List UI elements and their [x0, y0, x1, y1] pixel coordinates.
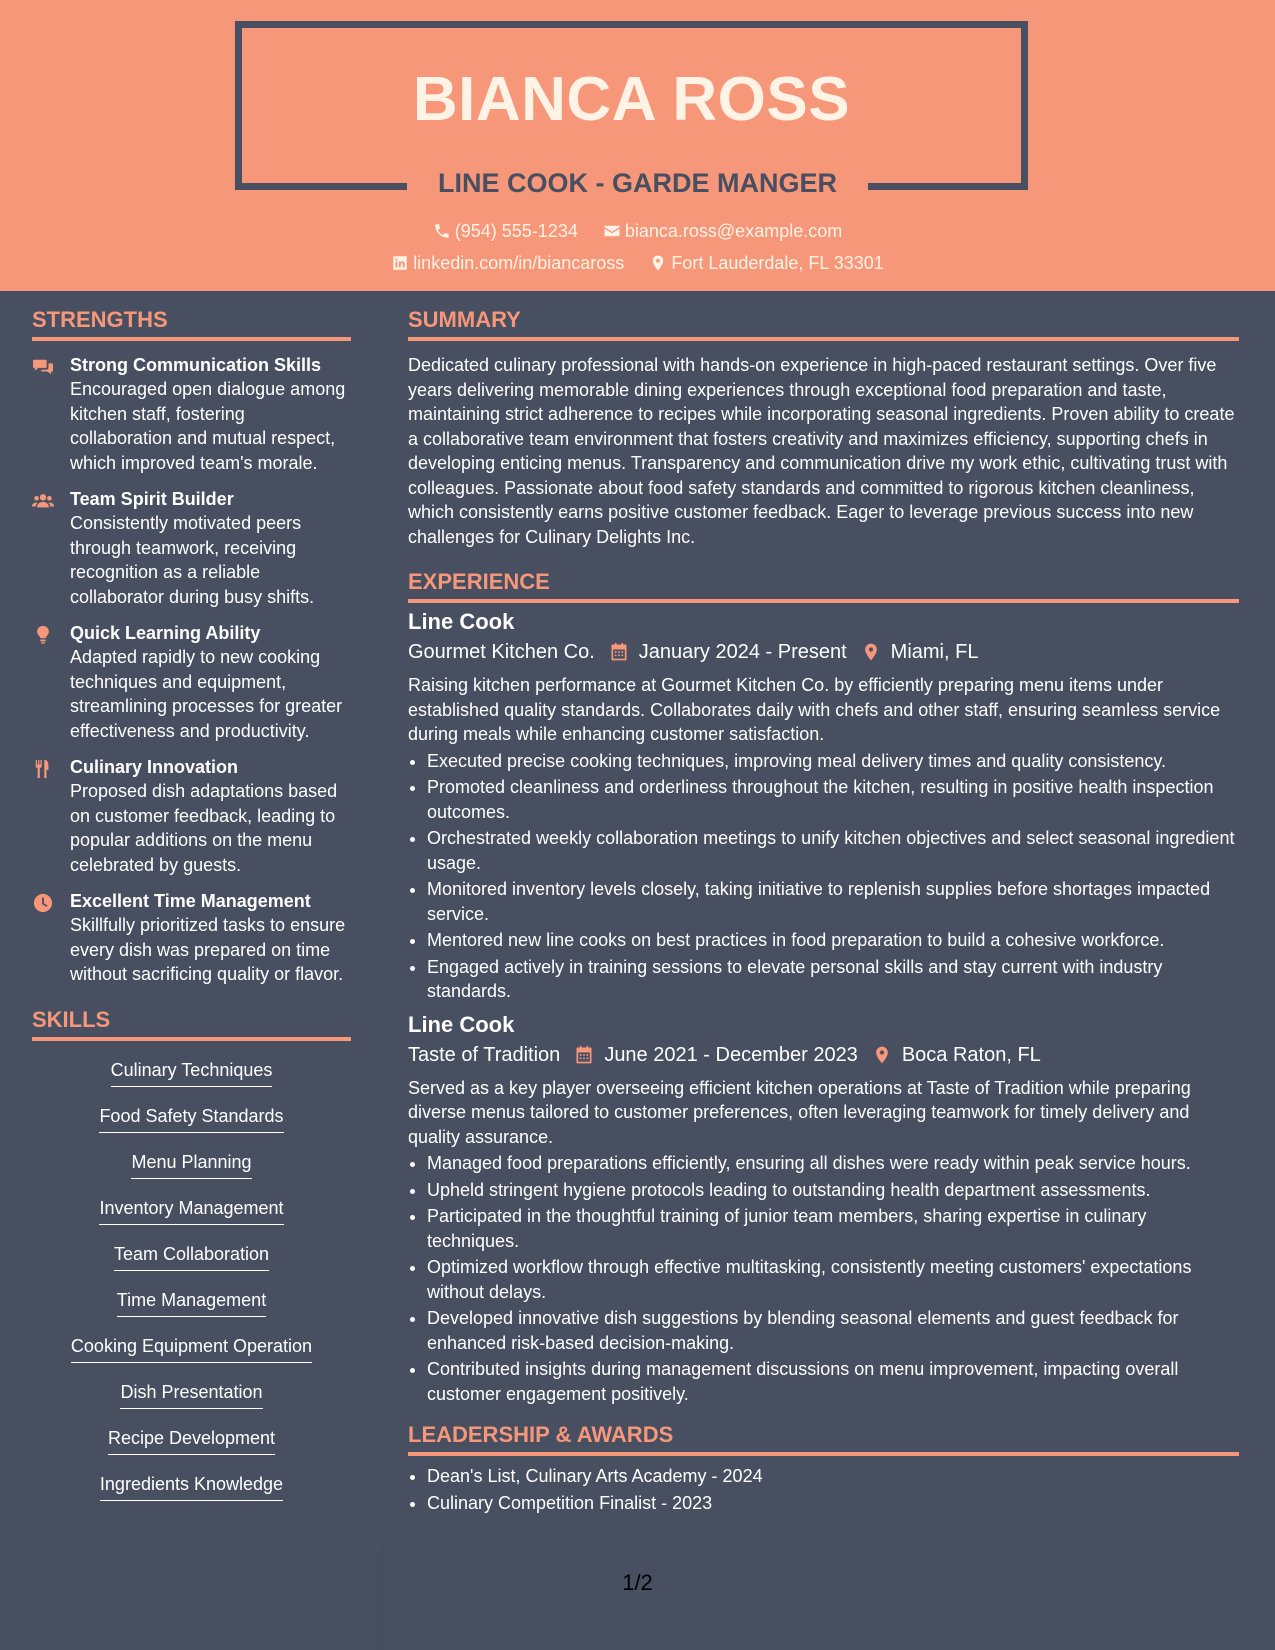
- job-entry: [408, 607, 1239, 1004]
- job-bullet: • Promoted cleanliness and orderliness throughout the kitchen, resulting in positive health inspection outcomes.: [427, 775, 1239, 824]
- skill-item: Food Safety Standards: [99, 1104, 283, 1133]
- candidate-name: BIANCA ROSS: [412, 65, 851, 134]
- strength-title: Quick Learning Ability: [70, 623, 261, 643]
- calendar-icon: [609, 642, 629, 662]
- location-text: Fort Lauderdale, FL 33301: [671, 253, 884, 273]
- experience-heading: EXPERIENCE: [408, 567, 1239, 603]
- summary-heading: SUMMARY: [408, 305, 1239, 341]
- job-bullet: • Monitored inventory levels closely, taking initiative to replenish supplies before shortages impacted service.: [427, 877, 1239, 926]
- awards-list: [408, 1464, 1239, 1515]
- skill-item: Menu Planning: [131, 1150, 251, 1179]
- job-bullet: • Orchestrated weekly collaboration meetings to unify kitchen objectives and select seasonal ingredient usage.: [427, 826, 1239, 875]
- envelope-icon: [603, 222, 621, 240]
- strength-title: Excellent Time Management: [70, 891, 311, 911]
- email-text: bianca.ross@example.com: [624, 221, 843, 241]
- clock-icon: [32, 893, 54, 913]
- phone-contact[interactable]: [433, 219, 578, 243]
- strength-desc: Consistently motivated peers through teamwork, receiving recognition as a reliable collaborator during busy shifts.: [70, 513, 315, 607]
- linkedin-text: linkedin.com/in/biancaross: [413, 253, 625, 273]
- skills-heading: SKILLS: [32, 1005, 351, 1041]
- job-bullet: • Engaged actively in training sessions to elevate personal skills and stay current with industry standards.: [427, 955, 1239, 1004]
- company-name: Taste of Tradition: [408, 1043, 561, 1066]
- job-title-heading: LINE COOK - GARDE MANGER: [437, 168, 837, 198]
- strength-title: Culinary Innovation: [70, 757, 239, 777]
- job-description: Raising kitchen performance at Gourmet Kitchen Co. by efficiently preparing menu items under established quality standards. Collaborates daily with chefs and other staff, ensuring seamless service during meals while enhancing customer satisfaction.: [408, 675, 1221, 744]
- strength-desc: Skillfully prioritized tasks to ensure every dish was prepared on time without sacrificing quality or flavor.: [70, 915, 346, 984]
- skills-list: [32, 1051, 351, 1511]
- map-pin-icon: [649, 254, 667, 272]
- job-bullets: [408, 749, 1239, 1004]
- job-bullet: • Executed precise cooking techniques, improving meal delivery times and quality consistency.: [427, 749, 1239, 774]
- left-column: [32, 305, 351, 1511]
- job-bullet: • Mentored new line cooks on best practices in food preparation to build a cohesive workforce.: [427, 928, 1239, 953]
- skill-item: Culinary Techniques: [111, 1058, 273, 1087]
- skill-item: Dish Presentation: [120, 1380, 262, 1409]
- awards-heading: LEADERSHIP & AWARDS: [408, 1420, 1239, 1456]
- column-divider: [382, 1545, 383, 1650]
- skill-item: Ingredients Knowledge: [100, 1472, 283, 1501]
- job-bullet: • Developed innovative dish suggestions by blending seasonal elements and guest feedback for enhanced risk-based decision-making.: [427, 1306, 1239, 1355]
- frame-bottom-right: [868, 183, 1028, 190]
- strength-item: [32, 353, 351, 475]
- right-column: [408, 305, 1239, 1517]
- job-dates: June 2021 - December 2023: [604, 1043, 858, 1066]
- lightbulb-icon: [32, 625, 54, 645]
- job-dates: January 2024 - Present: [638, 641, 847, 663]
- summary-text: Dedicated culinary professional with hands-on experience in high-paced restaurant settings. Over five years delivering memorable dining experiences through exceptional food preparation and taste, maintaining strict adherence to recipes while incorporating seasonal ingredients. Proven ability to create a collaborative team environment that fosters creativity and maximizes efficiency, supporting chefs in developing enticing menus. Transparency and communication drive my work ethic, cultivating trust with colleagues. Passionate about food safety standards and committed to rigorous kitchen cleanliness, which consistently earns positive customer feedback. Eager to leverage previous success into new challenges for Culinary Delights Inc.: [408, 355, 1235, 547]
- skill-item: Cooking Equipment Operation: [71, 1334, 312, 1363]
- job-bullet: • Optimized workflow through effective multitasking, consistently meeting customers' expectations without delays.: [427, 1255, 1239, 1304]
- job-bullet: • Participated in the thoughtful training of junior team members, sharing expertise in culinary techniques.: [427, 1204, 1239, 1253]
- company-name: Gourmet Kitchen Co.: [408, 641, 595, 663]
- strength-item: [32, 889, 351, 987]
- job-location: Miami, FL: [890, 641, 979, 663]
- strength-item: [32, 621, 351, 743]
- skill-item: Recipe Development: [108, 1426, 275, 1455]
- job-description: Served as a key player overseeing efficient kitchen operations at Taste of Tradition while preparing diverse menus tailored to customer preferences, often leveraging teamwork for timely delivery and quality assurance.: [408, 1077, 1191, 1147]
- linkedin-icon: [391, 254, 409, 272]
- users-icon: [32, 491, 54, 511]
- strength-item: [32, 487, 351, 609]
- skill-item: Team Collaboration: [114, 1242, 269, 1271]
- job-bullet: • Managed food preparations efficiently, ensuring all dishes were ready within peak service hours.: [427, 1151, 1239, 1176]
- linkedin-contact[interactable]: [391, 251, 624, 275]
- job-meta: [408, 637, 1239, 667]
- page-number: 1/2: [622, 1570, 653, 1595]
- job-entry: [408, 1010, 1239, 1407]
- phone-text: (954) 555-1234: [454, 221, 578, 241]
- frame-bottom-left: [235, 183, 407, 190]
- contact-row-2: [0, 251, 1275, 278]
- skill-item: Time Management: [117, 1288, 266, 1317]
- award-item: • Culinary Competition Finalist - 2023: [427, 1491, 1239, 1516]
- utensils-icon: [32, 759, 54, 779]
- contact-row-1: [0, 219, 1275, 246]
- job-location: Boca Raton, FL: [901, 1043, 1041, 1066]
- job-meta: [408, 1040, 1239, 1070]
- strength-desc: Proposed dish adaptations based on customer feedback, leading to popular additions on the menu celebrated by guests.: [70, 781, 338, 875]
- job-bullet: • Contributed insights during management discussions on menu improvement, impacting overall customer engagement positively.: [427, 1357, 1239, 1406]
- job-bullets: [408, 1151, 1239, 1406]
- map-pin-icon: [872, 1045, 892, 1065]
- job-title: Line Cook: [408, 1011, 515, 1037]
- location-contact: [649, 251, 883, 275]
- strength-title: Team Spirit Builder: [70, 489, 234, 509]
- comments-icon: [32, 357, 54, 377]
- strength-item: [32, 755, 351, 877]
- strength-desc: Adapted rapidly to new cooking techniques and equipment, streamlining processes for greater effectiveness and productivity.: [70, 647, 343, 741]
- strength-desc: Encouraged open dialogue among kitchen staff, fostering collaboration and mutual respect, which improved team's morale.: [70, 379, 346, 473]
- phone-icon: [433, 222, 451, 240]
- job-title: Line Cook: [408, 609, 515, 634]
- strength-title: Strong Communication Skills: [70, 355, 322, 375]
- email-contact[interactable]: [603, 219, 842, 243]
- map-pin-icon: [861, 642, 881, 662]
- award-item: • Dean's List, Culinary Arts Academy - 2024: [427, 1464, 1239, 1489]
- strengths-heading: STRENGTHS: [32, 305, 351, 341]
- calendar-icon: [574, 1045, 594, 1065]
- header-banner: [0, 0, 1275, 291]
- job-bullet: • Upheld stringent hygiene protocols leading to outstanding health department assessments.: [427, 1178, 1239, 1203]
- skill-item: Inventory Management: [99, 1196, 283, 1225]
